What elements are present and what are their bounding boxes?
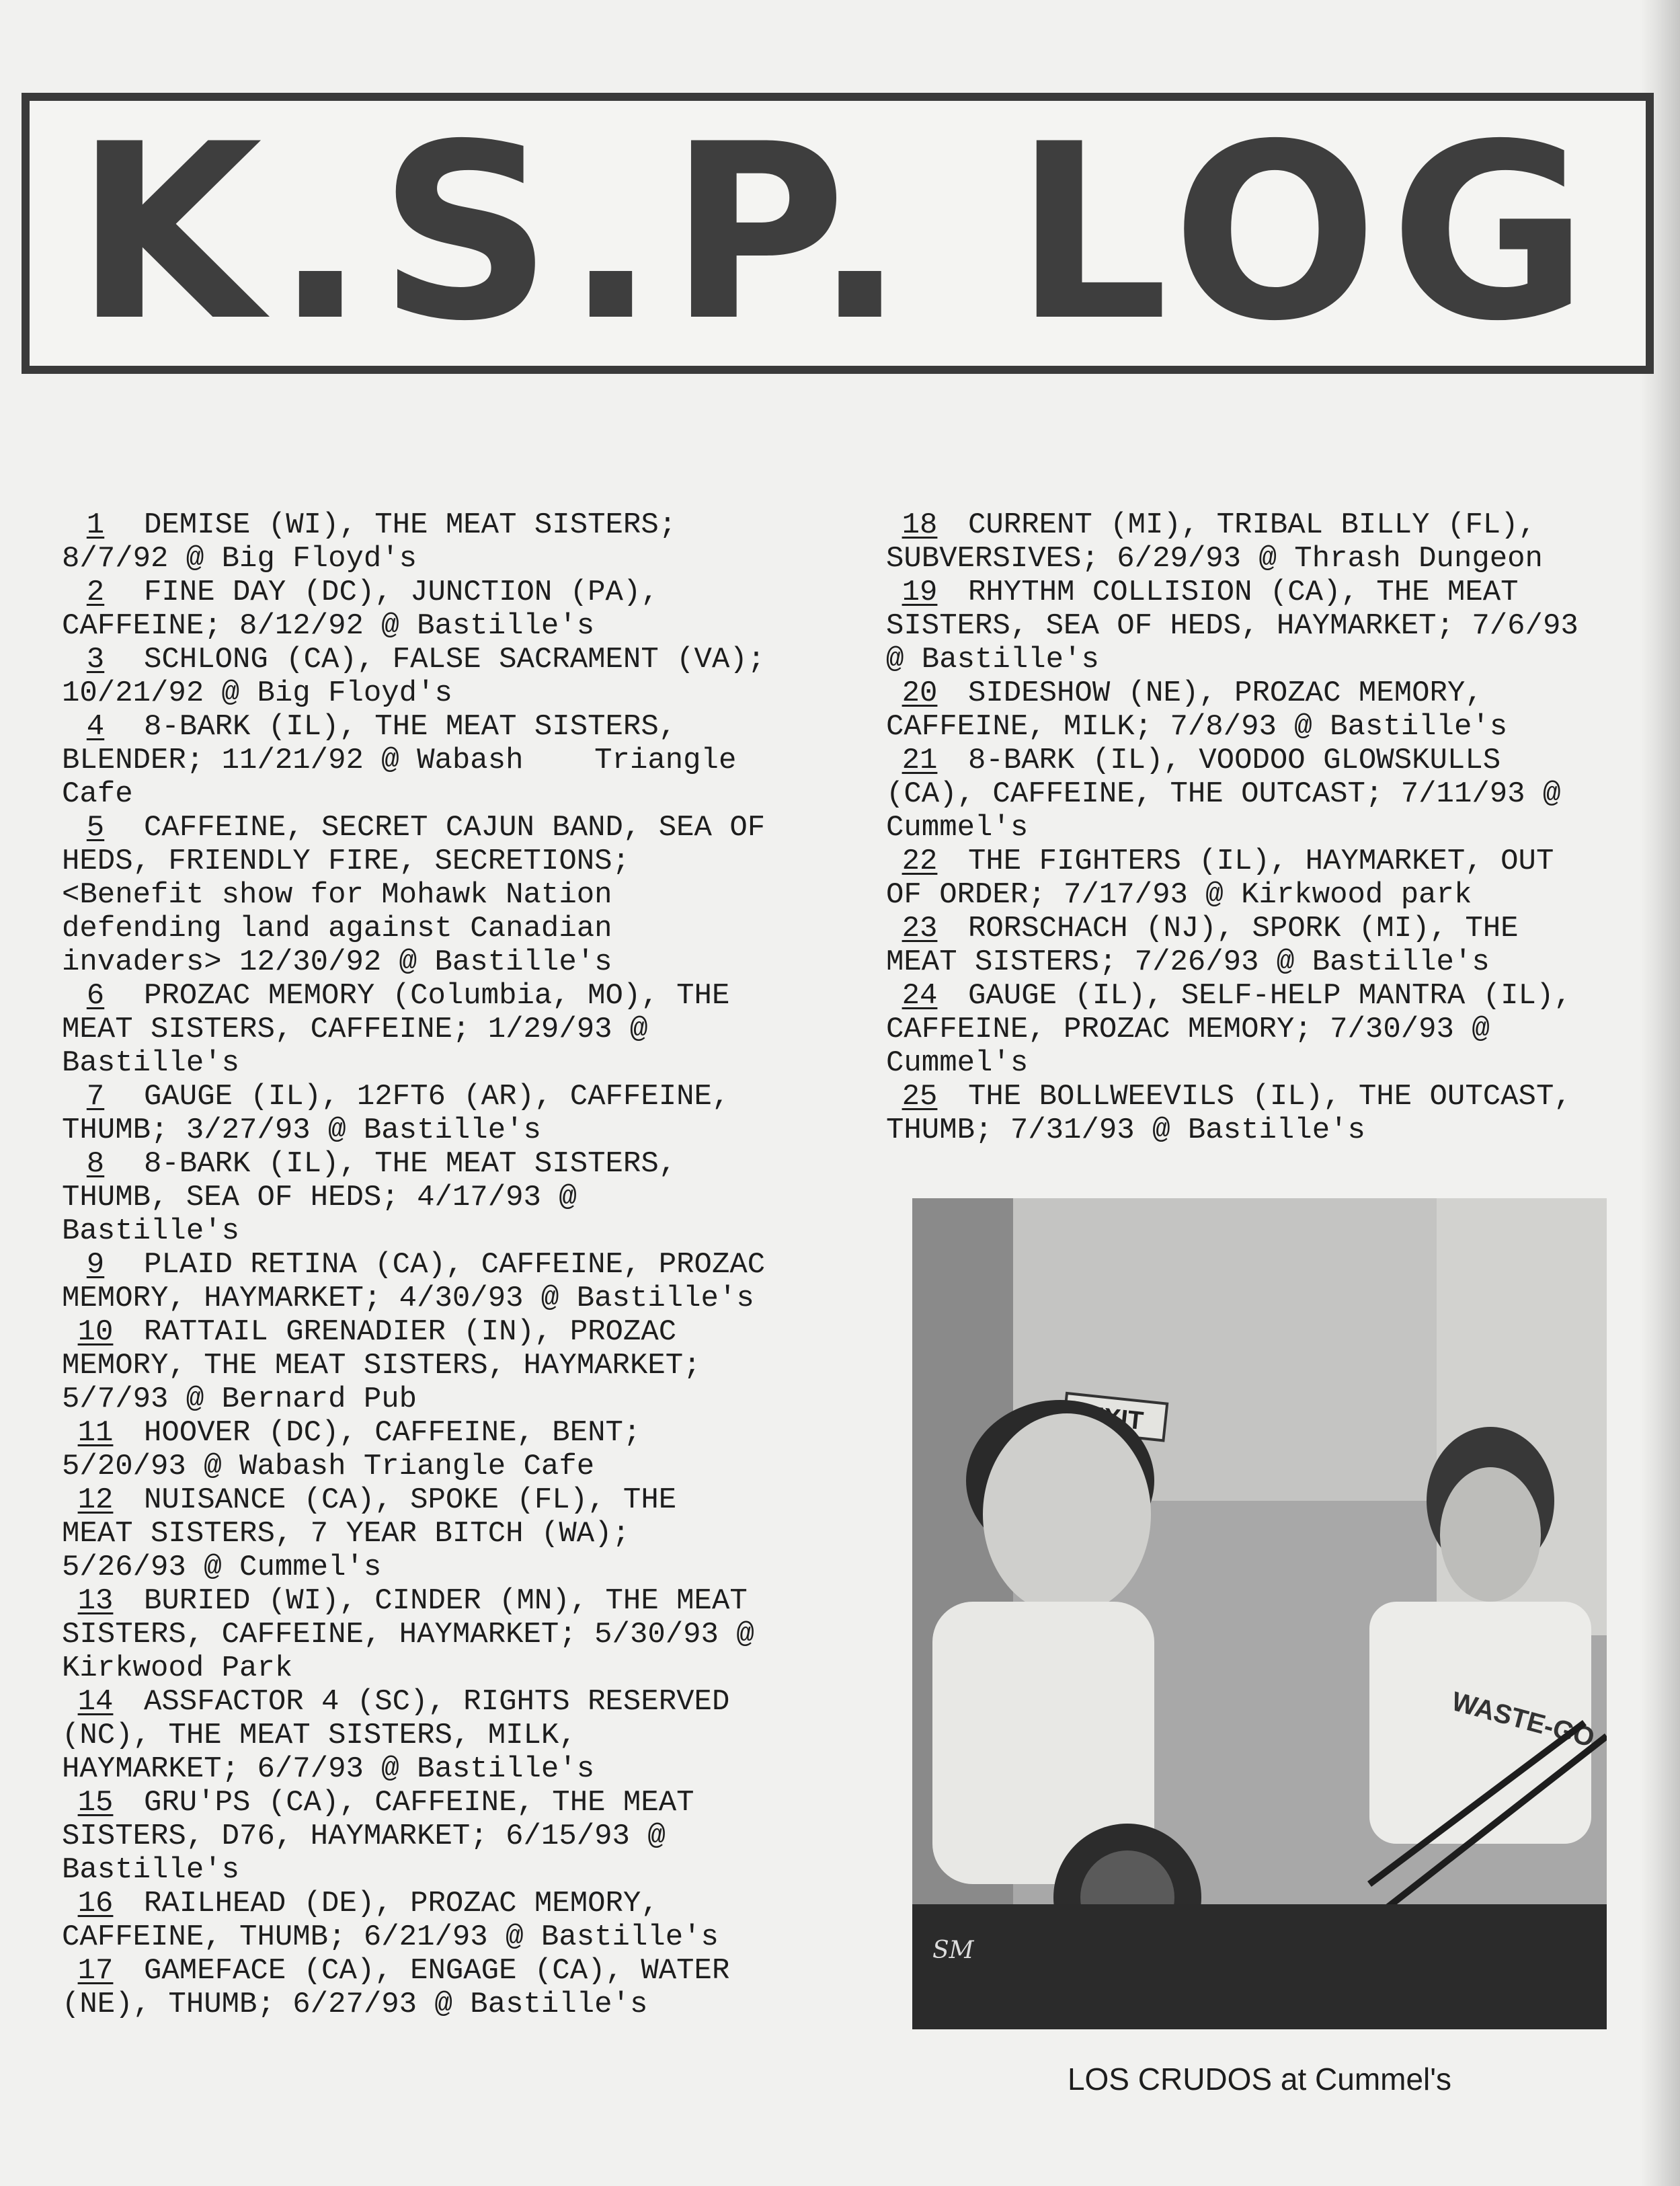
show-details: THE FIGHTERS (IL), HAYMARKET, OUT OF ORDER; 7/17/93 @ Kirkwood park (886, 845, 1554, 912)
show-entry (62, 643, 848, 710)
show-entry (62, 1248, 848, 1315)
show-details: SIDESHOW (NE), PROZAC MEMORY, CAFFEINE, MILK; 7/8/93 @ Bastille's (886, 676, 1508, 744)
show-number: 15 (77, 1786, 114, 1820)
show-entry (62, 1584, 848, 1685)
show-details: RHYTHM COLLISION (CA), THE MEAT SISTERS, SEA OF HEDS, HAYMARKET; 7/6/93 @ Bastille's (886, 576, 1578, 676)
show-number: 3 (86, 643, 105, 676)
title-banner (22, 93, 1654, 374)
show-number: 1 (86, 508, 105, 542)
show-entry (62, 1786, 848, 1887)
show-entry (62, 1416, 848, 1483)
show-entry (62, 1483, 848, 1584)
show-details: BURIED (WI), CINDER (MN), THE MEAT SISTERS, CAFFEINE, HAYMARKET; 5/30/93 @ Kirkwood Park (62, 1584, 754, 1685)
show-entry (886, 1080, 1659, 1147)
show-number: 14 (77, 1685, 114, 1719)
show-number: 22 (902, 845, 938, 878)
show-entry (62, 1147, 848, 1248)
show-entry (62, 1887, 848, 1954)
show-number: 12 (77, 1483, 114, 1517)
show-details: FINE DAY (DC), JUNCTION (PA), CAFFEINE; 8/12/92 @ Bastille's (62, 576, 659, 643)
band-photo (912, 1198, 1607, 2029)
show-number: 21 (902, 744, 938, 777)
show-entry (62, 979, 848, 1080)
show-number: 10 (77, 1315, 114, 1349)
page-title: K.S.P. LOG (75, 92, 1601, 374)
show-details: NUISANCE (CA), SPOKE (FL), THE MEAT SISTERS, 7 YEAR BITCH (WA); 5/26/93 @ Cummel's (62, 1483, 677, 1584)
show-details: CAFFEINE, SECRET CAJUN BAND, SEA OF HEDS, FRIENDLY FIRE, SECRETIONS; <Benefit show for Mohawk Nation defending land against Canadian invaders> 12/30/92 @ Bastille's (62, 811, 766, 979)
show-number: 11 (77, 1416, 114, 1450)
shirt-text: WASTE-GO (1448, 1686, 1598, 1754)
show-details: CURRENT (MI), TRIBAL BILLY (FL), SUBVERSIVES; 6/29/93 @ Thrash Dungeon (886, 508, 1543, 576)
show-entry (62, 710, 848, 811)
show-details: 8-BARK (IL), THE MEAT SISTERS, THUMB, SEA OF HEDS; 4/17/93 @ Bastille's (62, 1147, 677, 1248)
show-number: 24 (902, 979, 938, 1013)
show-entry (62, 1080, 848, 1147)
show-details: 8-BARK (IL), VOODOO GLOWSKULLS (CA), CAFFEINE, THE OUTCAST; 7/11/93 @ Cummel's (886, 744, 1561, 845)
show-details: DEMISE (WI), THE MEAT SISTERS; 8/7/92 @ Big Floyd's (62, 508, 677, 576)
show-details: ASSFACTOR 4 (SC), RIGHTS RESERVED (NC), THE MEAT SISTERS, MILK, HAYMARKET; 6/7/93 @ Bastille's (62, 1685, 730, 1786)
show-details: GRU'PS (CA), CAFFEINE, THE MEAT SISTERS, D76, HAYMARKET; 6/15/93 @ Bastille's (62, 1786, 694, 1887)
show-details: RATTAIL GRENADIER (IN), PROZAC MEMORY, THE MEAT SISTERS, HAYMARKET; 5/7/93 @ Bernard Pub (62, 1315, 701, 1416)
show-entry (62, 1685, 848, 1786)
show-details: PROZAC MEMORY (Columbia, MO), THE MEAT SISTERS, CAFFEINE; 1/29/93 @ Bastille's (62, 979, 730, 1080)
show-details: RAILHEAD (DE), PROZAC MEMORY, CAFFEINE, THUMB; 6/21/93 @ Bastille's (62, 1887, 719, 1954)
show-entry (886, 576, 1659, 676)
show-number: 8 (86, 1147, 105, 1181)
show-details: GAMEFACE (CA), ENGAGE (CA), WATER (NE), THUMB; 6/27/93 @ Bastille's (62, 1954, 730, 2021)
photo-caption: LOS CRUDOS at Cummel's (1067, 2062, 1452, 2097)
show-entry (62, 1315, 848, 1416)
show-number: 6 (86, 979, 105, 1013)
show-details: SCHLONG (CA), FALSE SACRAMENT (VA); 10/21/92 @ Big Floyd's (62, 643, 766, 710)
show-entry (886, 508, 1659, 576)
show-number: 25 (902, 1080, 938, 1114)
show-details: 8-BARK (IL), THE MEAT SISTERS, BLENDER; 11/21/92 @ Wabash Triangle Cafe (62, 710, 737, 811)
show-number: 2 (86, 576, 105, 609)
show-entry (886, 676, 1659, 744)
show-details: GAUGE (IL), 12FT6 (AR), CAFFEINE, THUMB; 3/27/93 @ Bastille's (62, 1080, 730, 1147)
show-entry (886, 912, 1659, 979)
show-number: 5 (86, 811, 105, 845)
show-details: RORSCHACH (NJ), SPORK (MI), THE MEAT SISTERS; 7/26/93 @ Bastille's (886, 912, 1519, 979)
show-number: 20 (902, 676, 938, 710)
show-details: PLAID RETINA (CA), CAFFEINE, PROZAC MEMORY, HAYMARKET; 4/30/93 @ Bastille's (62, 1248, 766, 1315)
show-number: 7 (86, 1080, 105, 1114)
show-details: GAUGE (IL), SELF-HELP MANTRA (IL), CAFFEINE, PROZAC MEMORY; 7/30/93 @ Cummel's (886, 979, 1572, 1080)
show-number: 23 (902, 912, 938, 945)
show-list-left-column (62, 508, 848, 2021)
show-number: 9 (86, 1248, 105, 1282)
show-number: 18 (902, 508, 938, 542)
show-list-right-column (886, 508, 1659, 1147)
show-entry (62, 1954, 848, 2021)
show-number: 4 (86, 710, 105, 744)
show-details: THE BOLLWEEVILS (IL), THE OUTCAST, THUMB; 7/31/93 @ Bastille's (886, 1080, 1572, 1147)
show-entry (62, 508, 848, 576)
show-entry (62, 576, 848, 643)
show-details: HOOVER (DC), CAFFEINE, BENT; 5/20/93 @ Wabash Triangle Cafe (62, 1416, 641, 1483)
show-entry (886, 845, 1659, 912)
show-number: 13 (77, 1584, 114, 1618)
show-entry (62, 811, 848, 979)
photographer-mark: SM (932, 1937, 974, 1964)
show-number: 17 (77, 1954, 114, 1988)
show-entry (886, 979, 1659, 1080)
show-number: 19 (902, 576, 938, 609)
show-number: 16 (77, 1887, 114, 1920)
show-entry (886, 744, 1659, 845)
